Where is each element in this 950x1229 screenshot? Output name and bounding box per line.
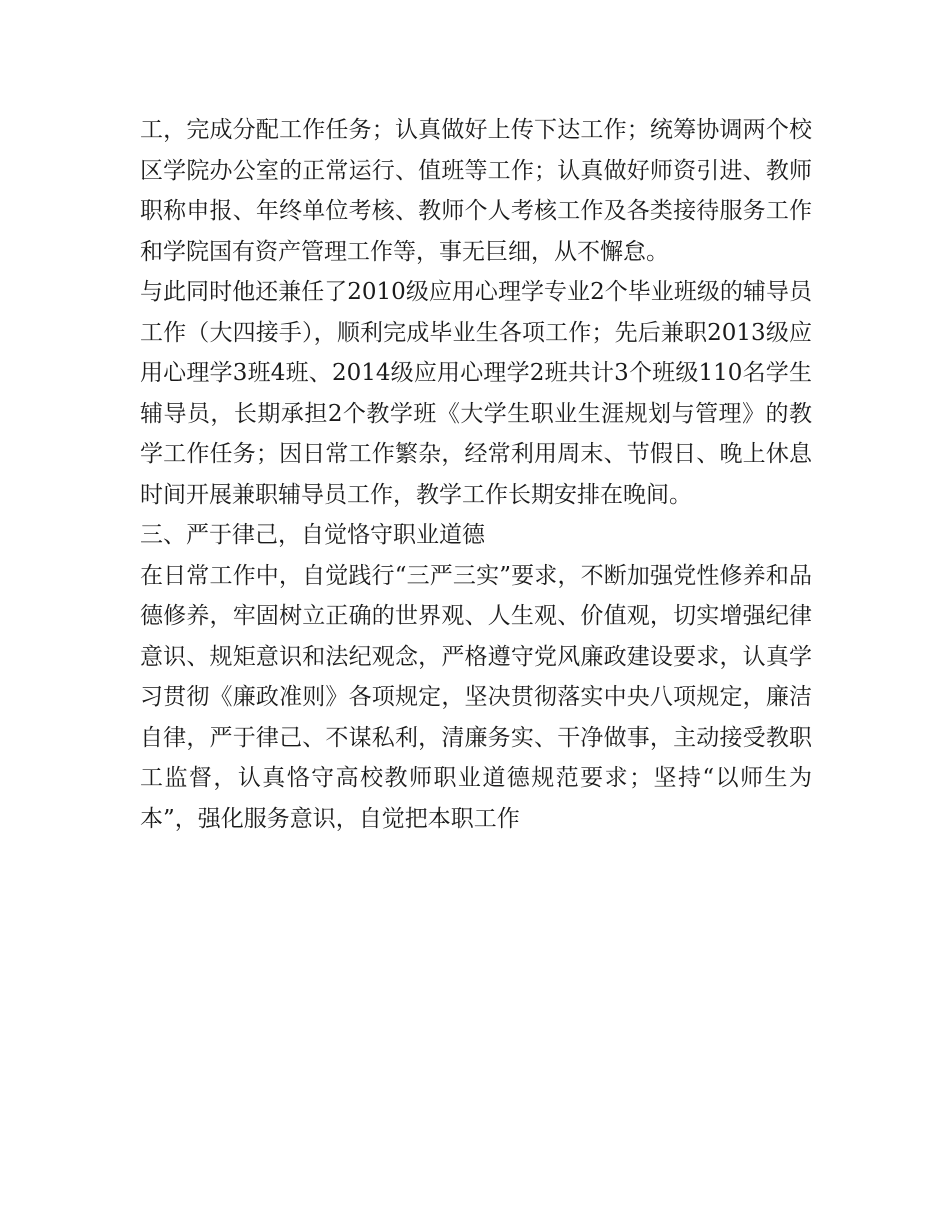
paragraph-counselor-work: 与此同时他还兼任了2010级应用心理学专业2个毕业班级的辅导员工作（大四接手），顺利完成毕业生各项工作；先后兼职2013级应用心理学3班4班、2014级应用心理学2班共计3个班级110名学生辅导员，长期承担2个教学班《大学生职业生涯规划与管理》的教学工作任务；因日常工作繁杂，经常利用周末、节假日、晚上休息时间开展兼职辅导员工作，教学工作长期安排在晚间。 xyxy=(140,279,812,508)
section-heading-discipline: 三、严于律己，自觉恪守职业道德 xyxy=(140,522,485,548)
paragraph-professional-ethics: 在日常工作中，自觉践行“三严三实”要求，不断加强党性修养和品德修养，牢固树立正确的世界观、人生观、价值观，切实增强纪律意识、规矩意识和法纪观念，严格遵守党风廉政建设要求，认真学习贯彻《廉政准则》各项规定，坚决贯彻落实中央八项规定，廉洁自律，严于律己、不谋私利，清廉务实、干净做事，主动接受教职工监督，认真恪守高校教师职业道德规范要求；坚持“以师生为本”，强化服务意识，自觉把本职工作 xyxy=(140,562,812,832)
document-page xyxy=(140,110,812,839)
paragraph-office-duties: 工，完成分配工作任务；认真做好上传下达工作；统筹协调两个校区学院办公室的正常运行、值班等工作；认真做好师资引进、教师职称申报、年终单位考核、教师个人考核工作及各类接待服务工作和学院国有资产管理工作等，事无巨细，从不懈怠。 xyxy=(140,117,812,265)
